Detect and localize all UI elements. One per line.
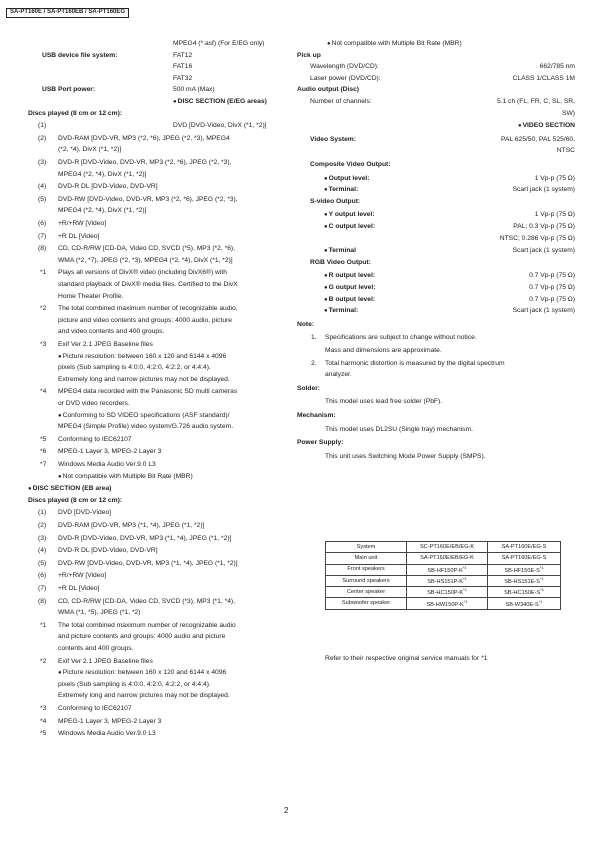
e-item-text: +R DL [Video]: [58, 232, 100, 240]
note1b-text: Mass and dimensions are approximate.: [325, 347, 442, 354]
wavelength-value: 662/785 nm: [539, 63, 575, 71]
table-cell: Subwoofer speaker: [326, 598, 407, 609]
eb-item-text: DVD-RW [DVD-Video, DVD-VR, MP3 (*1, *4), JPEG (*1, *2)]: [58, 559, 238, 567]
eb-note-text: and picture contents and groups: 4000 audio and picture: [58, 633, 226, 641]
e-item-text: MPEG4 (*2, *4), DivX (*1, *2)]: [58, 207, 147, 215]
discs-played-heading-eb: Discs played (8 cm or 12 cm):: [28, 496, 123, 504]
e-note-text: Plays all versions of DivX® video (including DivX6®) with: [58, 269, 227, 277]
rgb-terminal-label: ● Terminal:: [324, 307, 358, 316]
eb-note-num: *3: [40, 705, 47, 712]
power-text: This unit uses Switching Mode Power Supply (SMPS).: [325, 452, 486, 460]
table-cell: SA-PT160E/EG-S: [488, 542, 561, 553]
e-note-text: Conforming to IEC62107: [58, 435, 132, 443]
table-cell: SA-PT160E/EG-S: [488, 553, 561, 564]
eb-item-text: DVD-R [DVD-Video, DVD-VR, MP3 (*1, *4), JPEG (*1, *2)]: [58, 534, 232, 542]
comp-output-label: ● Output level:: [324, 175, 370, 184]
eb-item-text: DVD-RAM [DVD-VR, MP3 (*1, *4), JPEG (*1, *2)]: [58, 522, 205, 529]
eb-item-text: DVD [DVD-Video]: [58, 509, 112, 517]
table-row: [326, 598, 561, 609]
page-number: 2: [284, 806, 289, 815]
note1-num: 1.: [311, 334, 317, 342]
footnote-ref: *1: [463, 598, 468, 604]
model-table: [325, 541, 561, 610]
e-item-num: (3): [38, 159, 47, 166]
e-item-num: (4): [38, 183, 47, 191]
e-note-num: *4: [40, 388, 47, 396]
footnote-ref: *1: [539, 564, 544, 570]
eb-note-text: The total combined maximum number of recognizable audio: [58, 621, 236, 629]
table-cell: $SB-HC150P-K^{*1}$: [407, 587, 488, 598]
solder-heading: Solder:: [297, 384, 321, 392]
disc-eb-heading: ● DISC SECTION (EB area): [28, 485, 111, 494]
eb-note-bullet-text: ● Picture resolution: between 160 x 120 and 6144 x 4096: [58, 669, 226, 678]
e-item-num: (7): [38, 232, 47, 240]
eb-item-num: (3): [38, 534, 47, 542]
footnote-ref: *1: [462, 576, 467, 582]
eb-note-text: Windows Media Audio Ver.9.0 L3: [58, 730, 156, 738]
mechanism-text: This model uses DL2SU (Single tray) mechanism.: [325, 425, 473, 433]
e-note-num: *6: [40, 448, 47, 456]
e-note-bullet-text: ● Picture resolution: between 160 x 120 and 6144 x 4096: [58, 353, 226, 362]
e-note-text: standard playback of DivX® media files. Certified to the DivX: [58, 281, 238, 288]
eb-note-num: *4: [40, 717, 47, 725]
e-item-text: DVD-RW [DVD-Video, DVD-VR, MP3 (*2, *6), JPEG (*2, *3),: [58, 195, 238, 203]
e-note-num: *5: [40, 435, 47, 443]
table-cell: Front speakers: [326, 564, 407, 575]
eb-item-num: (5): [38, 559, 47, 567]
power-heading: Power Supply:: [297, 439, 344, 447]
video-system-value: PAL 625/50, PAL 525/60,: [501, 135, 575, 143]
table-cell: SC-PT160E/EB/EG-K: [407, 542, 488, 553]
note2b-text: analyzer.: [325, 371, 352, 379]
footnote-ref: *1: [462, 564, 467, 570]
eb-note-text: Exif Ver 2.1 JPEG Baseline files: [58, 657, 153, 665]
footnote-ref: *1: [538, 598, 543, 604]
video-heading: ● VIDEO SECTION: [518, 122, 575, 131]
table-cell: $SB-HS151P-K^{*1}$: [407, 575, 488, 586]
mechanism-heading: Mechanism:: [297, 412, 336, 419]
rgb-terminal-value: Scart jack (1 system): [512, 307, 575, 315]
e-note-text: MPEG-1 Layer 3, MPEG-2 Layer 3: [58, 448, 162, 456]
e-note-text: or DVD video recorders.: [58, 400, 130, 407]
table-cell: Surround speakers: [326, 575, 407, 586]
eb-item-text: WMA (*1, *5), JPEG (*1, *2): [58, 609, 141, 617]
comp-terminal-label: ● Terminal:: [324, 186, 358, 195]
b-output-value: 0.7 Vp-p (75 Ω): [529, 295, 575, 303]
eb-note-bullet-text: Extremely long and narrow pictures may not be displayed.: [58, 692, 230, 700]
usb-label: USB device file system:: [42, 51, 118, 59]
eb-note-text: Conforming to IEC62107: [58, 705, 132, 712]
e-item-num: (2): [38, 134, 47, 142]
eb-item-num: (4): [38, 547, 47, 555]
usb-port-label: USB Port power:: [42, 86, 96, 94]
g-output-value: 0.7 Vp-p (75 Ω): [529, 284, 575, 291]
laser-value: CLASS 1/CLASS 1M: [512, 74, 575, 82]
rgb-heading: RGB Video Output:: [310, 258, 371, 266]
table-cell: $SB-HF150E-S^{*1}$: [488, 564, 561, 575]
e-item-text: CD, CD-R/RW [CD-DA, Video CD, SVCD (*5), MP3 (*2, *6),: [58, 245, 236, 253]
table-cell: $SB-HC150E-S^{*1}$: [488, 587, 561, 598]
eb-item-text: +R DL [Video]: [58, 585, 100, 592]
table-cell: System: [326, 542, 407, 553]
table-row: [326, 542, 561, 553]
eb-item-num: (2): [38, 522, 47, 529]
y-output-value: 1 Vp-p (75 Ω): [534, 211, 575, 219]
mbr-line: ● Not compatible with Multiple Bit Rate (MBR): [327, 40, 462, 49]
note-heading: Note:: [297, 320, 315, 328]
usb-value: FAT12: [173, 51, 193, 59]
e-note-bullet-text: ● Not compatible with Multiple Bit Rate (MBR): [58, 473, 193, 482]
eb-note-text: contents and 400 groups.: [58, 645, 134, 652]
table-row: [326, 587, 561, 598]
table-cell: $SB-W340E-S^{*1}$: [488, 598, 561, 609]
e-note-bullet-text: MPEG4 (Simple Profile) video system/G.726 audio system.: [58, 423, 234, 431]
eb-note-num: *5: [40, 730, 47, 738]
eb-note-text: MPEG-1 Layer 3, MPEG-2 Layer 3: [58, 717, 162, 725]
c-output-label: ● C output level:: [324, 223, 375, 232]
sv-terminal-label: ● Terminal: [324, 247, 356, 256]
e-note-text: picture and video contents and groups: 4000 audio, picture: [58, 316, 232, 324]
note2-num: 2.: [311, 359, 317, 367]
e-note-text: MPEG4 data recorded with the Panasonic SD multi cameras: [58, 388, 238, 396]
footnote-ref: *1: [540, 587, 544, 593]
e-item-text: DVD [DVD-Video, DivX (*1, *2)]: [173, 122, 267, 130]
r-output-value: 0.7 Vp-p (75 Ω): [529, 272, 575, 280]
e-item-text: MPEG4 (*2, *4), DivX (*1, *2)]: [58, 170, 147, 178]
footnote-ref: *1: [463, 587, 467, 593]
mpeg4-line: MPEG4 (*.asf) (For E/EG only): [173, 40, 265, 47]
r-output-label: ● R output level:: [324, 272, 375, 281]
e-item-num: (6): [38, 220, 47, 227]
table-cell: $SB-HW150P-K^{*1}$: [407, 598, 488, 609]
e-note-bullet-text: ● Conforming to SD VIDEO specifications (ASF standard)/: [58, 412, 230, 421]
eb-note-num: *2: [40, 657, 47, 665]
e-note-num: *3: [40, 341, 47, 348]
table-cell: $SB-HF150P-K^{*1}$: [407, 564, 488, 575]
eb-item-text: +R/+RW [Video]: [58, 572, 107, 580]
table-footnote: Refer to their respective original service manuals for *1: [325, 655, 488, 662]
eb-item-text: DVD-R DL [DVD-Video, DVD-VR]: [58, 547, 158, 555]
laser-label: Laser power (DVD/CD):: [310, 74, 381, 82]
e-item-num: (1): [38, 122, 47, 130]
b-output-label: ● B output level:: [324, 296, 375, 305]
eb-note-num: *1: [40, 621, 47, 629]
e-item-text: DVD-R [DVD-Video, DVD-VR, MP3 (*2, *6), JPEG (*2, *3),: [58, 159, 232, 166]
model-header: SA-PT160E / SA-PT160EB / SA-PT160EG: [6, 8, 129, 18]
table-cell: Center speaker: [326, 587, 407, 598]
e-note-text: Home Theater Profile.: [58, 292, 124, 300]
note2-text: Total harmonic distortion is measured by the digital spectrum: [325, 359, 505, 367]
c-value-2: NTSC; 0.286 Vp-p (75 Ω): [499, 234, 575, 242]
table-cell: Main unit: [326, 553, 407, 564]
svideo-heading: S-video Output:: [310, 197, 361, 205]
eb-item-num: (1): [38, 509, 47, 517]
table-row: [326, 575, 561, 586]
solder-text: This model uses lead free solder (PbF).: [325, 398, 443, 406]
e-note-text: Windows Media Audio Ver.9.0 L3: [58, 461, 156, 468]
comp-output-value: 1 Vp-p (75 Ω): [534, 174, 575, 182]
e-note-num: *7: [40, 461, 47, 468]
eb-note-bullet-text: pixels (Sub sampling is 4:0:0, 4:2:0, 4:2:2, or 4:4:4).: [58, 680, 211, 688]
sv-terminal-value: Scart jack (1 system): [512, 247, 575, 255]
channels-label: Number of channels:: [310, 98, 372, 105]
usb-value: FAT16: [173, 63, 193, 71]
g-output-label: ● G output level:: [324, 284, 375, 293]
e-note-bullet-text: pixels (Sub sampling is 4:0:0, 4:2:0, 4:2:2, or 4:4:4).: [58, 364, 211, 372]
video-system-value-2: NTSC: [556, 147, 575, 155]
e-note-num: *2: [40, 305, 47, 313]
e-item-text: (*2, *4), DivX (*1, *2)]: [58, 146, 122, 154]
wavelength-label: Wavelength (DVD/CD):: [310, 63, 379, 71]
e-item-text: DVD-R DL [DVD-Video, DVD-VR]: [58, 183, 158, 191]
eb-item-num: (7): [38, 585, 47, 592]
note1-text: Specifications are subject to change without notice.: [325, 334, 477, 342]
table-row: [326, 564, 561, 575]
footnote-ref: *1: [539, 576, 544, 582]
e-note-text: and video contents and 400 groups.: [58, 328, 165, 336]
usb-value: FAT32: [173, 74, 193, 82]
e-item-num: (8): [38, 245, 47, 253]
e-item-num: (5): [38, 195, 47, 203]
comp-terminal-value: Scart jack (1 system): [512, 186, 575, 194]
discs-played-heading: Discs played (8 cm or 12 cm):: [28, 109, 123, 117]
e-note-text: The total combined maximum number of recognizable audio,: [58, 305, 238, 313]
disc-e-heading: ● DISC SECTION (E/EG areas): [173, 98, 267, 107]
table-cell: $SB-HS151E-S^{*1}$: [488, 575, 561, 586]
y-output-label: ● Y output level:: [324, 211, 375, 220]
c-output-value: PAL; 0.3 Vp-p (75 Ω): [513, 223, 575, 230]
table-cell: SA-PT160E/EB/EG-K: [407, 553, 488, 564]
e-item-text: DVD-RAM [DVD-VR, MP3 (*2, *6), JPEG (*2, *3), MPEG4: [58, 134, 230, 142]
video-system-label: Video System:: [310, 135, 356, 143]
pickup-heading: Pick up: [297, 51, 321, 59]
e-note-num: *1: [40, 269, 47, 277]
table-row: [326, 553, 561, 564]
eb-item-text: CD, CD-R/RW [CD-DA, Video CD, SVCD (*3), MP3 (*1, *4),: [58, 597, 236, 605]
usb-port-value: 500 mA (Max): [173, 86, 215, 94]
e-note-text: Exif Ver 2.1 JPEG Baseline files: [58, 341, 153, 348]
eb-item-num: (8): [38, 597, 47, 605]
e-item-text: +R/+RW [Video]: [58, 220, 107, 227]
audio-heading: Audio output (Disc): [297, 86, 360, 94]
channels-value: 5.1 ch (FL, FR, C, SL, SR,: [496, 98, 575, 105]
composite-heading: Composite Video Output:: [310, 161, 391, 168]
channels-value-2: SW): [562, 109, 575, 117]
eb-item-num: (6): [38, 572, 47, 580]
e-note-bullet-text: Extremely long and narrow pictures may not be displayed.: [58, 375, 230, 383]
e-item-text: WMA (*2, *7), JPEG (*2, *3), MPEG4 (*2, *4), DivX (*1, *2)]: [58, 256, 233, 264]
